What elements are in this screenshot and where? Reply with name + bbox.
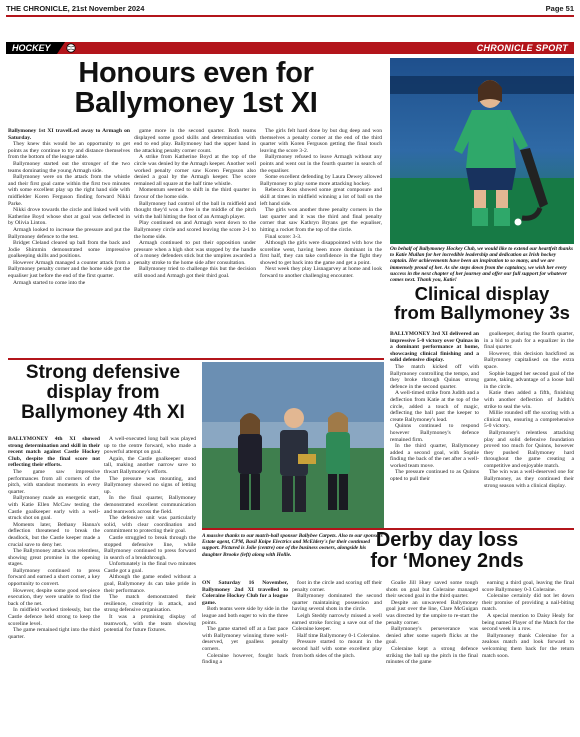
- clinical-col-2: [484, 331, 574, 527]
- paragraph: Ballymoney dominated the second quarter maintaining possession and having several shots in the circle.: [292, 593, 382, 613]
- paragraph: Unfortunately in the final two minutes Castle got a goal.: [104, 561, 196, 574]
- paragraph: Coleraine certainly did not let down their promise of providing a nail-biting match.: [482, 593, 574, 613]
- paragraph: Katie then added a fifth, finishing with another deflection of Judith's strike to seal the win.: [484, 390, 574, 410]
- paragraph: Armagh looked to increase the pressure and put the Ballymoney defence to the test.: [8, 226, 130, 240]
- strong-headline-line-1: Strong defensive: [25, 362, 181, 383]
- paragraph: The match demonstrated their resilience, creativity in attack, and strong defensive organisation.: [104, 594, 196, 614]
- paragraph: Nikki drove towards the circle and linked well with Katherine Boyd whose shot at goal was deflected in by Olivia Linton.: [8, 207, 130, 227]
- paragraph: Coleraine kept a strong defence striking the ball up the pitch in the final minutes of the game: [386, 645, 478, 666]
- masthead-rule: [6, 15, 574, 17]
- section-label: HOCKEY: [6, 42, 57, 54]
- paragraph: Quinns continued to respond however Ballymoney's defence remained firm.: [390, 423, 479, 443]
- paragraph: A strike from Katherine Boyd at the top of the circle was denied by the Armagh keeper. Another well worked penalty corner saw Koren Ferguson also denied a goal by the Armagh keeper. The score remained all square at the half time whistle.: [134, 154, 256, 187]
- strong-headline: [8, 363, 198, 423]
- katie-mullan-photo: [390, 58, 574, 244]
- paragraph: The game started off at a fast pace with Ballymoney winning three well-deserved, yet goalless penalty corners.: [202, 626, 288, 652]
- paragraph: Final score: 3-3.: [265, 233, 302, 240]
- paragraph: Ballymoney's perseverance was denied after some superb flicks at the goal.: [386, 626, 478, 646]
- paragraph: The Ballymoney attack was relentless, showing great promise in the opening stages.: [8, 548, 100, 568]
- paragraph: Ballymoney were on the attack from the whistle and their first goal came within the first two minutes with some excellent play up the right hand side with midfielder Koren Ferguson finding forward Nikki Parke.: [8, 174, 130, 207]
- paragraph: Again, the Castle goalkeeper stood tall, making another narrow save to thwart Ballymoney's efforts.: [104, 455, 196, 475]
- paragraph: Play continued on and Armagh went down to the Ballymoney circle and scored leaving the score 2-1 to the home side.: [134, 220, 256, 240]
- paragraph: Millie rounded off the scoring with a clinical run, ensuring a comprehensive 5-0 victory.: [484, 410, 574, 430]
- paragraph: BALLYMONEY 4th XI showed strong determination and skill in their recent match against Castle Hockey Club, despite the final score not reflecting their efforts.: [8, 436, 100, 469]
- paragraph: BALLYMONEY 3rd XI delivered an impressive 5-0 victory over Quinas in a dominant performance at home, showcasing clinical finishing and a solid defensive display.: [390, 331, 479, 364]
- page-number: Page 51: [545, 3, 574, 13]
- paragraph: game more in the second quarter. Both teams displayed some good skills and determination with end to end play. Ballymoney had the upper hand in the attacking penalty corner count.: [134, 128, 256, 154]
- paragraph: Rebecca Ross showed some great composure and skill at times in midfield winning a lot of ball on the left hand side.: [260, 187, 382, 207]
- paragraph: A special mention to Daisy Healy for being named Player of the Match for the second week in a row.: [482, 612, 574, 633]
- player-illustration: [390, 58, 574, 244]
- main-headline-line-2: Ballymoney 1st XI: [74, 87, 318, 120]
- paragraph: The defensive unit was particularly solid, with clear coordination and commitment to protecting their goal.: [104, 515, 196, 535]
- paragraph: Bridget Cleland cleared up ball from the back and Jodie Shimmin demonstrated some impressive goalkeeping skills and positions.: [8, 240, 130, 260]
- clinical-col-1: [390, 331, 479, 527]
- katie-mullan-caption: On behalf of Ballymoney Hockey Club, we would like to extend our heartfelt thanks to Katie Mullan for her incredible leadership and dedication as Irish hockey captain. Her achievements have been an inspiration to so many, and we are immensely proud of her. As she steps down from the captaincy, we wish her every success in the next chapter of her journey and offer our full support for whatever comes next. Thank you, Katie!: [390, 246, 574, 284]
- paragraph: Ballymoney tried to challenge this but the decision still stood and Armagh got their third goal.: [134, 266, 256, 280]
- strong-headline-line-2: display from: [46, 381, 160, 403]
- clinical-headline-line-2: from Ballymoney 3s: [394, 302, 570, 324]
- strong-col-2: [104, 436, 196, 728]
- paragraph: Moments later, Bethany Hanna's deflection threatened to break the deadlock, but the Castle keeper made a crucial save to deny her.: [8, 521, 100, 548]
- paragraph: Ballymoney thank Coleraine for a zealous match and look forward to welcoming them back for the return match soon.: [482, 632, 574, 659]
- strong-headline-line-3: Ballymoney 4th XI: [21, 401, 185, 423]
- paragraph: Armagh started to come into the: [13, 279, 86, 286]
- paragraph: Half time Ballymoney 0-1 Coleraine.: [297, 632, 381, 639]
- paragraph: However Armagh managed a counter attack from a Ballymoney penalty corner and the home side got the equaliser just before the end of the first quarter.: [8, 259, 130, 280]
- derby-col-1: [202, 580, 288, 730]
- strong-col-1: [8, 436, 100, 728]
- paragraph: Ballymoney made an energetic start, with Katie Ellen McCaw testing the Castle goalkeeper early with a well-struck shot on goal.: [8, 495, 100, 522]
- paragraph: In the final quarter, Ballymoney demonstrated excellent communication and teamwork across the field.: [104, 495, 196, 515]
- derby-headline-line-1: Derby day loss: [375, 529, 519, 551]
- main-headline-line-1: Honours even for: [78, 57, 314, 89]
- sport-banner-a: CHRONICLE: [476, 43, 533, 53]
- paragraph: In midfield worked tirelessly, but the Castle defence held strong to keep the scoreline level.: [8, 607, 100, 627]
- sport-banner-b: SPORT: [535, 43, 568, 53]
- sponsor-caption: A massive thanks to our match-ball sponsor Ballybee Carpets. Also to our sponsors Estate agent, CPM, Basil Knipe Electrics and McEldery's for their continued support. Pictured is Jolie (centre) one of the business owners, alongside his daughter Brooke (left) along with Hollie.: [202, 533, 383, 558]
- paragraph: Leigh Steddy narrowly missed a well earned stroke forcing a save out of the Coleraine keeper.: [292, 612, 382, 633]
- derby-headline-block: [320, 530, 574, 572]
- main-article-col-1: [8, 128, 130, 356]
- paragraph: The match kicked off with Ballymoney controlling the tempo, and they broke through Quinas strong defence in the second quarter.: [390, 363, 479, 390]
- paragraph: The win was a well-deserved one for Ballymoney, as they continued their strong season with a clinical display.: [484, 469, 574, 489]
- paragraph: Although the girls were disappointed with how the scoreline went, having been more dominant in the first half, they can take confidence in the fight they showed to get back into the game and get a point.: [260, 240, 382, 266]
- paragraph: Both teams were side by side in the league and both eager to win the three points.: [202, 606, 288, 626]
- paragraph: Despite an unwavered Ballymoney goal just over the line, Clare McGuigan was directed by the umpire to re-start the penalty corner.: [386, 599, 478, 626]
- paragraph: In the third quarter, Ballymoney added a second goal, with Sophie finding the back of the net after a well-worked team move.: [390, 443, 479, 469]
- paragraph: goalkeeper, during the fourth quarter, in a bid to push for a equalizer in the final quarter.: [484, 331, 574, 351]
- paragraph: Ballymoney had control of the ball in midfield and thought they'd won a free in the middle of the pitch with the ball hitting the foot of an Armagh player.: [134, 200, 256, 220]
- paragraph: However, this decision backfired as Ballymoney capitalised on the extra space.: [484, 350, 574, 370]
- derby-col-4: [482, 580, 574, 730]
- clinical-headline: [390, 284, 574, 323]
- paragraph: Coleraine however, fought back finding a: [202, 652, 288, 666]
- main-headline: [8, 58, 384, 119]
- paragraph: A well-executed long ball was played up to the centre forward, who made a powerful attempt on goal.: [104, 436, 196, 456]
- paragraph: foot in the circle and scoring off their penalty corner.: [292, 580, 382, 593]
- paragraph: It was a promising display of teamwork, with the team showing potential for future fixtures.: [104, 614, 196, 634]
- paragraph: Castle struggled to break through the stopped defensive line, while Ballymoney continued to press forward in search of a breakthrough.: [104, 534, 196, 561]
- paragraph: ON Saturday 16 November, Ballymoney 2nd XI travelled to Coleraine Hockey Club for a league game.: [202, 580, 288, 606]
- paragraph: However, despite some good set-piece execution, they were unable to find the back of the net.: [8, 587, 100, 607]
- paragraph: Momentum seemed to shift in the third quarter in favour of the home side.: [134, 187, 256, 200]
- paragraph: The girls felt hard done by but dug deep and won themselves a penalty corner at the end of the third quarter with Koren Ferguson getting the final touch leaving the score 3-2.: [260, 128, 382, 154]
- masthead: [6, 2, 574, 14]
- derby-headline-line-2: for ‘Money 2nds: [370, 550, 524, 572]
- paragraph: Ballymoney refused to leave Armagh without any points and went out in the fourth quarter in search of the equaliser.: [260, 154, 382, 174]
- paragraph: Ballymoney's relentless attacking play and solid defensive foundation proved too much for Quinns, however they pushed Ballymoney hard throughout the game creating a competitive and enjoyable match.: [484, 429, 574, 469]
- paragraph: Although the game ended without a goal, Ballymoney 4s can take pride in their performance.: [104, 574, 196, 594]
- main-article-col-2: [134, 128, 256, 356]
- paragraph: The pressure continued to as Quinns opted to pull their: [390, 469, 479, 483]
- paragraph: Sophie bagged her second goal of the game, taking advantage of a loose ball in the circle.: [484, 370, 574, 390]
- main-article-col-3: [260, 128, 382, 356]
- sponsor-illustration: [202, 362, 384, 530]
- paragraph: Goalie Jill Huey saved some tough shots on goal but Coleraine managed their second goal in the third quarter.: [386, 580, 478, 600]
- hockey-ball-icon: [66, 43, 76, 53]
- paragraph: Ballymoney started out the stronger of the two teams dominating the young Armagh side.: [8, 160, 130, 174]
- paragraph: Next week they play Lisnagarvey at home and look forward to another challenging encounter.: [260, 266, 382, 280]
- sponsor-photo: [202, 362, 384, 530]
- clinical-headline-line-1: Clinical display: [414, 283, 550, 304]
- paragraph: The game saw impressive performances from all corners of the pitch, with standout moments in every quarter.: [8, 468, 100, 495]
- paragraph: The pressure was mounting, and Ballymoney showed no signs of letting up.: [104, 475, 196, 495]
- paragraph: Armagh continued to put their opposition under pressure when a high shot was stopped by the handle of a money defenders stick but the umpires awarded a penalty stroke to the home side after consultation.: [134, 240, 256, 266]
- paper-date: THE CHRONICLE, 21st November 2024: [6, 3, 145, 13]
- paragraph: A well-timed strike from Judith and a deflection from Katie at the top of the circle, added a touch of magic, deflecting the ball past the keeper to create Ballymoney's lead.: [390, 390, 479, 423]
- paragraph: Pressure started to mount in the second half with some excellent play from both sides of the pitch.: [292, 639, 382, 659]
- strong-top-rule: [8, 358, 384, 360]
- paragraph: They knew this would be an opportunity to get points as they continue to try and distance themselves from the bottom of the league table.: [8, 141, 130, 161]
- paragraph: Ballymoney continued to press forward and earned a short corner, a key opportunity to convert.: [8, 567, 100, 588]
- derby-col-3: [386, 580, 478, 730]
- paragraph: earning a third goal, leaving the final score Ballymoney 0-3 Coleraine.: [482, 580, 574, 593]
- paragraph: Ballymoney 1st XI travelLed away to Armagh on Saturday.: [8, 128, 130, 141]
- derby-col-2: [292, 580, 382, 730]
- paragraph: The game remained tight into the third quarter.: [8, 627, 100, 640]
- sport-banner: [477, 42, 568, 54]
- paragraph: Some excellent defending by Laura Dewey allowed Ballymoney to play some more attacking hockey.: [260, 174, 382, 187]
- paragraph: The girls won another three penalty corners in the last quarter and it was the third and final penalty corner that saw Kathryn Bryans get the equaliser, hitting a rocket from the top of the circle.: [260, 207, 382, 233]
